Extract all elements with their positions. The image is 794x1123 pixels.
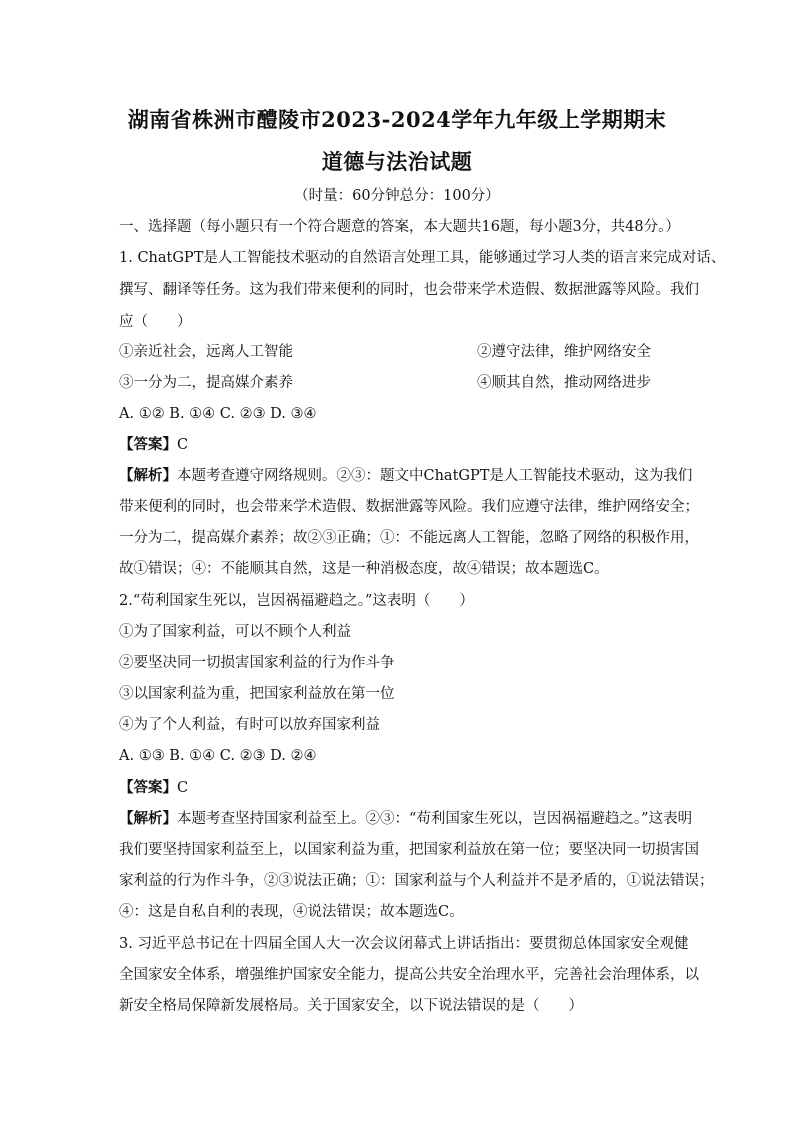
q2-analysis-text: 本题考查坚持国家利益至上。②③：“苟利国家生死以，岂因祸福避趋之。”这表明 [177, 811, 693, 827]
q2-stem: 2.“苟利国家生死以，岂因祸福避趋之。”这表明（ ） [119, 593, 474, 609]
q1-answer-value: C [177, 437, 189, 453]
section-heading: 一、选择题（每小题只有一个符合题意的答案，本大题共16题，每小题3分，共48分。） [119, 219, 680, 235]
q3-stem-line-3: 新安全格局保障新发展格局。关于国家安全，以下说法错误的是（ ） [119, 998, 583, 1014]
q2-analysis-line-3: 家利益的行为作斗争，②③说法正确；①：国家利益与个人利益并不是矛盾的，①说法错误； [119, 873, 714, 889]
document-title: 湖南省株洲市醴陵市2023-2024学年九年级上学期期末 [127, 107, 667, 132]
q3-stem-line-2: 全国家安全体系，增强维护国家安全能力，提高公共安全治理水平，完善社会治理体系，以 [119, 967, 699, 983]
q1-choices: A. ①② B. ①④ C. ②③ D. ③④ [119, 406, 317, 422]
q2-choices: A. ①③ B. ①④ C. ②③ D. ②④ [119, 748, 317, 764]
q1-analysis-label: 【解析】 [119, 467, 177, 484]
q2-option-3: ③以国家利益为重，把国家利益放在第一位 [119, 686, 395, 702]
q1-analysis-line-3: 一分为二，提高媒介素养；故②③正确；①：不能远离人工智能，忽略了网络的积极作用， [119, 530, 699, 546]
q2-option-2: ②要坚决同一切损害国家利益的行为作斗争 [119, 655, 395, 671]
q2-answer-label: 【答案】 [119, 779, 177, 796]
document-subtitle: 道德与法治试题 [321, 149, 473, 174]
q2-analysis-line-4: ④：这是自私自利的表现，④说法错误；故本题选C。 [119, 904, 464, 920]
q1-analysis-line-4: 故①错误；④：不能顺其自然，这是一种消极态度，故④错误；故本题选C。 [119, 561, 609, 577]
q1-stem-line-3: 应（ ） [119, 314, 192, 330]
q1-option-2: ②遵守法律，维护网络安全 [477, 344, 651, 360]
q1-stem-line-1: 1. ChatGPT是人工智能技术驱动的自然语言处理工具，能够通过学习人类的语言来完成对话、 [119, 250, 726, 266]
q2-analysis-line-1 [119, 809, 693, 829]
q1-analysis-line-2: 带来便利的同时，也会带来学术造假、数据泄露等风险。我们应遵守法律，维护网络安全； [119, 499, 699, 515]
q1-answer [119, 435, 687, 455]
q2-answer-value: C [177, 780, 189, 796]
q2-option-4: ④为了个人利益，有时可以放弃国家利益 [119, 717, 380, 733]
q1-option-row [119, 373, 687, 393]
q1-analysis-text: 本题考查遵守网络规则。②③：题文中ChatGPT是人工智能技术驱动，这为我们 [177, 468, 693, 484]
q1-option-1: ①亲近社会，远离人工智能 [119, 344, 293, 360]
q2-analysis-label: 【解析】 [119, 810, 177, 827]
q2-answer [119, 778, 687, 798]
q1-answer-label: 【答案】 [119, 436, 177, 453]
q1-option-3: ③一分为二，提高媒介素养 [119, 375, 293, 391]
q1-option-4: ④顺其自然，推动网络进步 [477, 375, 651, 391]
q2-analysis-line-2: 我们要坚持国家利益至上，以国家利益为重，把国家利益放在第一位；要坚决同一切损害国 [119, 842, 699, 858]
q1-option-row [119, 342, 687, 362]
q1-stem-line-2: 撰写、翻译等任务。这为我们带来便利的同时，也会带来学术造假、数据泄露等风险。我们 [119, 282, 699, 298]
q3-stem-line-1: 3. 习近平总书记在十四届全国人大一次会议闭幕式上讲话指出：要贯彻总体国家安全观健 [119, 936, 689, 952]
q2-option-1: ①为了国家利益，可以不顾个人利益 [119, 624, 351, 640]
exam-info: （时量：60分钟总分：100分） [294, 188, 500, 204]
q1-analysis-line-1 [119, 466, 693, 486]
